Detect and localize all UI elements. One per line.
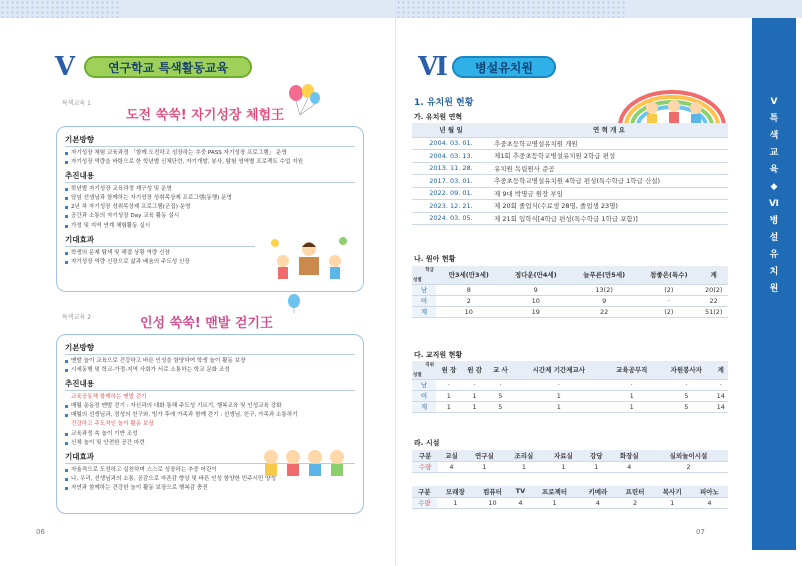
column-header: 정다운(만4세) xyxy=(502,266,570,284)
heading-kindergarten-status: 1. 유치원 현황 xyxy=(414,98,474,108)
table-cell: 9 xyxy=(502,284,570,295)
table-cell: 5 xyxy=(659,390,714,401)
table-cell: 1 xyxy=(437,497,474,508)
table-cell: 2 xyxy=(616,497,653,508)
table-cell: (2) xyxy=(638,284,699,295)
column-header: 만3세(만3세) xyxy=(436,266,502,284)
column-header: 자원봉사자 xyxy=(659,361,714,379)
corner-bottom-label: 성별 xyxy=(413,372,422,378)
column-header: 교 사 xyxy=(488,361,514,379)
column-header: 교실 xyxy=(438,450,464,461)
list-item: 자기성장 역량 신장으로 삶과 배움의 주도성 신장 xyxy=(65,258,355,267)
table-cell: 2024. 03. 05. xyxy=(412,212,490,225)
section-number: V xyxy=(54,52,76,82)
column-header: 참좋은(특수) xyxy=(638,266,699,284)
table-cell: 1 xyxy=(583,461,609,472)
balloon-icon xyxy=(284,293,304,313)
table-cell: 1 xyxy=(513,401,604,412)
list-item: 학년별 자기성장 교육과정 재구성 및 운영 xyxy=(65,185,355,194)
list-item: 교육과정 속 놀이 기반 조성 xyxy=(65,430,355,439)
table-cell: 10 xyxy=(474,497,511,508)
list-subheading: 교육공동체 함께하는 맨발 걷기 xyxy=(71,394,147,401)
column-header: 원 장 xyxy=(436,361,462,379)
table-cell: · xyxy=(604,379,659,390)
card-feature-1 xyxy=(56,126,364,292)
card2-promo-heading: 추진내용 xyxy=(65,378,355,391)
table-cell: · xyxy=(488,379,514,390)
table-cell: 1 xyxy=(604,390,659,401)
table-cell: 2017. 03. 01. xyxy=(412,175,490,188)
heading-children: 나. 원아 현황 xyxy=(414,255,456,263)
table-cell: 19 xyxy=(502,306,570,317)
table-row xyxy=(412,497,728,508)
heading-facilities: 라. 시설 xyxy=(414,439,440,447)
corner-header xyxy=(412,266,436,284)
column-header: 계 xyxy=(699,266,728,284)
table-cell: 1 xyxy=(604,401,659,412)
history-table xyxy=(412,123,728,225)
table-cell: 4 xyxy=(579,497,616,508)
table-cell: 1 xyxy=(544,461,584,472)
kids-illustration-2 xyxy=(259,443,349,481)
corner-header xyxy=(412,361,436,379)
table-row xyxy=(412,175,728,188)
table-cell: 유치원 독립원사 준공 xyxy=(490,162,728,175)
column-header: 계 xyxy=(714,361,728,379)
table-cell: · xyxy=(659,379,714,390)
column-header: 연 혁 개 요 xyxy=(490,123,728,137)
table-cell: 22 xyxy=(699,295,728,306)
list-item: 나, 우리, 선생님과의 소통, 공감으로 자존감 향상 및 바른 인성 함양한 민주시민 양성 xyxy=(65,475,355,484)
table-cell: · xyxy=(462,379,488,390)
table-cell: 51(2) xyxy=(699,306,728,317)
table-cell: 1 xyxy=(462,401,488,412)
table-cell: 수량 xyxy=(412,461,438,472)
table-cell: 1 xyxy=(654,497,691,508)
list-item: 신체 놀이 및 안전한 공간 마련 xyxy=(65,439,355,448)
list-item: 자율적으로 도전하고 실천하며 스스로 성장하는 추중 어린이 xyxy=(65,466,355,475)
sidebar-label: Ⅴ 특 색 교 육 ◆ Ⅵ 병 설 유 치 원 xyxy=(769,97,779,294)
table-cell: 여 xyxy=(412,295,436,306)
table-cell: 남 xyxy=(412,379,436,390)
column-header: 늘푸른(만5세) xyxy=(570,266,638,284)
table-cell: 22 xyxy=(570,306,638,317)
card1-banner: 도전 쑥쑥! 자기성장 체험王 xyxy=(126,108,285,123)
column-header: 구분 xyxy=(412,450,438,461)
card1-tag: 특색교육 1 xyxy=(62,100,91,107)
list-item: 매월 운동장 맨발 걷기 : 자신과의 대화 통해 주도성 기르기, 행복교육 및 인성교육 강화 xyxy=(65,402,355,411)
balloons-illustration xyxy=(286,84,322,116)
table-cell: 1 xyxy=(513,390,604,401)
column-header: 키메라 xyxy=(579,486,616,497)
table-cell: 5 xyxy=(488,401,514,412)
table-cell: 2004. 03. 13. xyxy=(412,150,490,163)
table-cell: · xyxy=(513,379,604,390)
column-header: 조리실 xyxy=(504,450,544,461)
left-page xyxy=(0,0,396,566)
column-header: 자료실 xyxy=(544,450,584,461)
heading-staff: 다. 교직원 현황 xyxy=(414,351,463,359)
heading-history: 가. 유치원 연혁 xyxy=(414,113,463,121)
staff-table xyxy=(412,361,728,413)
rainbow-kids-illustration xyxy=(614,86,730,126)
table-cell: 2023. 12. 21. xyxy=(412,200,490,213)
column-header: 시간제 기간제교사 xyxy=(513,361,604,379)
column-header: 피아노 xyxy=(691,486,728,497)
table-row xyxy=(412,461,728,472)
section-vi-title xyxy=(414,52,556,82)
table-cell: 4 xyxy=(511,497,530,508)
table-cell: 1 xyxy=(436,401,462,412)
list-item: 가정 및 지역 연계 체험활동 실시 xyxy=(65,222,355,231)
table-row xyxy=(412,212,728,225)
table-cell: 수량 xyxy=(412,497,437,508)
list-item: 자기성장 체험 교육과정 「함께 도전하고 성장하는 추중 PASS 자기성장 프로그램」 운영 xyxy=(65,149,355,158)
table-cell: 남 xyxy=(412,284,436,295)
column-header: 화장실 xyxy=(609,450,649,461)
facilities-table-1 xyxy=(412,450,728,473)
list-item: 매월의 선생님과, 정성의 친구와, 빙가 후에 가족과 함께 걷기 : 선생님, 친구, 가족과 소통하기 xyxy=(65,411,355,420)
corner-top-label: 직위 xyxy=(425,363,434,368)
list-subheading: 건강하고 주도적인 놀이 활동 보장 xyxy=(71,421,154,428)
column-header: 원 감 xyxy=(462,361,488,379)
card2-tag: 특색교육 2 xyxy=(62,314,91,321)
kids-illustration-1 xyxy=(269,235,349,283)
card1-basic-heading: 기본방향 xyxy=(65,134,355,147)
table-cell: 8 xyxy=(436,284,502,295)
table-cell: 10 xyxy=(502,295,570,306)
table-row xyxy=(412,295,728,306)
list-item: 자연과 함께하는 건강한 놀이 활동 보장으로 행복감 충전 xyxy=(65,484,355,493)
table-cell: 여 xyxy=(412,390,436,401)
chapter-sidebar xyxy=(752,18,796,550)
table-cell: 20(2) xyxy=(699,284,728,295)
table-cell: 1 xyxy=(465,461,505,472)
table-cell: (2) xyxy=(638,306,699,317)
table-cell: 제 20회 졸업식(수료생 28명, 졸업생 23명) xyxy=(490,200,728,213)
table-row xyxy=(412,390,728,401)
section-v-title xyxy=(46,52,252,82)
card-feature-2 xyxy=(56,334,364,514)
column-header: TV xyxy=(511,486,530,497)
table-cell: 계 xyxy=(412,306,436,317)
right-page xyxy=(396,0,802,566)
table-cell: 추중초등학교병설유치원 4학급 편성(특수학급 1학급 신설) xyxy=(490,175,728,188)
column-header: 년 월 일 xyxy=(412,123,490,137)
table-cell: 14 xyxy=(714,390,728,401)
table-row xyxy=(412,284,728,295)
table-cell: 2 xyxy=(649,461,728,472)
table-cell: 4 xyxy=(609,461,649,472)
table-row xyxy=(412,379,728,390)
top-dots xyxy=(396,0,626,18)
facilities-table-2 xyxy=(412,486,728,509)
table-cell: 1 xyxy=(504,461,544,472)
table-cell: 9 xyxy=(570,295,638,306)
column-header: 복사기 xyxy=(654,486,691,497)
table-cell: · xyxy=(714,379,728,390)
table-row xyxy=(412,162,728,175)
column-header: 구분 xyxy=(412,486,437,497)
table-cell: 2022. 09. 01. xyxy=(412,187,490,200)
card2-basic-heading: 기본방향 xyxy=(65,342,355,355)
table-row xyxy=(412,200,728,213)
table-cell: 14 xyxy=(714,401,728,412)
card1-effect-heading: 기대효과 xyxy=(65,234,255,247)
list-item: 2년 차 자기성장 성취목상제 프로그램(군집) 운영 xyxy=(65,203,355,212)
table-row xyxy=(412,306,728,317)
list-item: 담임 선생님과 함께하는 자기성장 성취목상제 프로그램(동행) 운영 xyxy=(65,194,355,203)
card2-effect-heading: 기대효과 xyxy=(65,451,355,464)
list-item: 학생의 문제 탐색 및 해결 상황 역량 신장 xyxy=(65,249,355,258)
table-cell: 1 xyxy=(462,390,488,401)
section-pill: 병설유치원 xyxy=(452,56,556,78)
table-cell: 4 xyxy=(691,497,728,508)
table-cell: 1 xyxy=(436,390,462,401)
list-item: 자기성장 역량을 바탕으로 한 학년별 신체단련, 자기개발, 봉사, 탐험 영역별 프로젝트 수업 지원 xyxy=(65,158,355,167)
table-cell: 4 xyxy=(438,461,464,472)
table-cell: 제1회 추중초등학교병설유치원 2학급 편성 xyxy=(490,150,728,163)
corner-top-label: 학급 xyxy=(425,268,434,273)
table-row xyxy=(412,137,728,150)
column-header: 강당 xyxy=(583,450,609,461)
column-header: 교육공무직 xyxy=(604,361,659,379)
table-cell: 13(2) xyxy=(570,284,638,295)
column-header: 실외놀이시설 xyxy=(649,450,728,461)
column-header: 프린터 xyxy=(616,486,653,497)
top-dots xyxy=(0,0,120,18)
list-item: 시세동행 및 학교-가정-지역 사회가 서로 소통하는 학교 문화 조성 xyxy=(65,366,355,375)
page-number-right: 07 xyxy=(696,528,705,536)
table-cell: 2 xyxy=(436,295,502,306)
table-cell: 10 xyxy=(436,306,502,317)
table-cell: 추중초등학교병설유치원 개원 xyxy=(490,137,728,150)
table-cell: 제 9대 박명금 원장 부임 xyxy=(490,187,728,200)
list-item: 맨발 놀이 교육으로 건강하고 바른 인성을 함양하여 학생 놀이 활동 보장 xyxy=(65,357,355,366)
column-header: 프로젝터 xyxy=(530,486,580,497)
table-row xyxy=(412,401,728,412)
table-cell: 제 21회 입학식[4학급 편성(특수학급 1학급 포함)] xyxy=(490,212,728,225)
table-cell: 5 xyxy=(659,401,714,412)
table-cell: 2013. 11. 28. xyxy=(412,162,490,175)
table-cell: 2004. 03. 01. xyxy=(412,137,490,150)
table-row xyxy=(412,187,728,200)
table-cell: 계 xyxy=(412,401,436,412)
column-header: 연구실 xyxy=(465,450,505,461)
corner-bottom-label: 성별 xyxy=(413,277,422,283)
column-header: 모래장 xyxy=(437,486,474,497)
list-item: 공간과 소통의 자기성장 Day 교육 활동 실시 xyxy=(65,212,355,221)
table-cell: 5 xyxy=(488,390,514,401)
children-table xyxy=(412,266,728,318)
page-number-left: 06 xyxy=(36,528,45,536)
table-row xyxy=(412,150,728,163)
column-header: 컴퓨터 xyxy=(474,486,511,497)
table-cell: 1 xyxy=(530,497,580,508)
card1-promo-heading: 추진내용 xyxy=(65,170,355,183)
card2-banner: 인성 쑥쑥! 맨발 걷기王 xyxy=(140,316,273,331)
table-cell: · xyxy=(638,295,699,306)
section-pill: 연구학교 특색활동교육 xyxy=(84,56,252,78)
table-cell: · xyxy=(436,379,462,390)
section-number: Ⅵ xyxy=(418,52,448,82)
